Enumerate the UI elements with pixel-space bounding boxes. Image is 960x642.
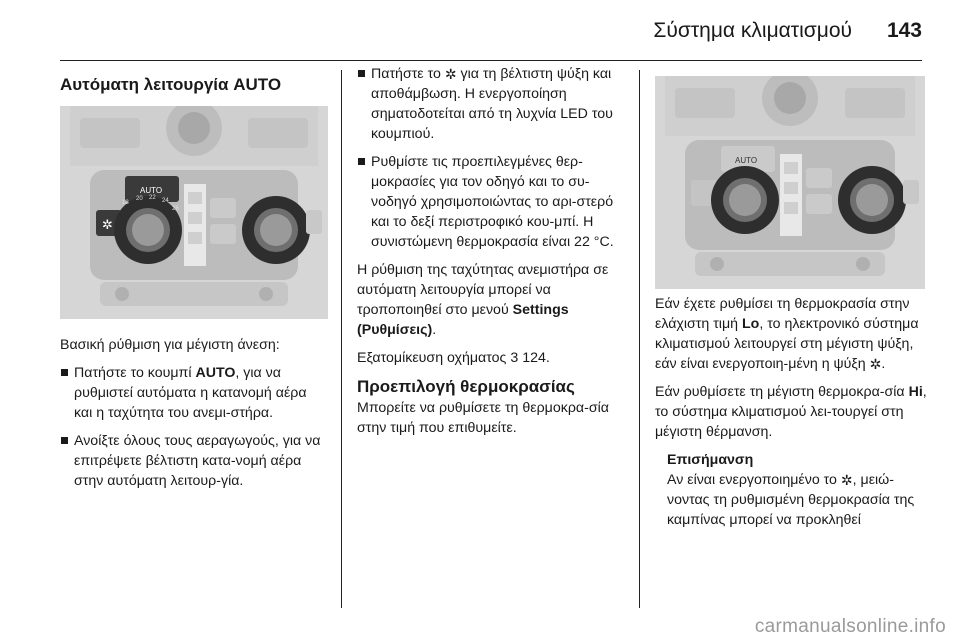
page-number: 143 (886, 19, 922, 42)
knob-scale-26: 26 (172, 206, 179, 212)
knob-scale-20: 20 (136, 196, 143, 202)
section-heading-auto: Αυτόματη λειτουργία AUTO (60, 75, 282, 94)
column-1 (60, 74, 328, 499)
watermark: carmanualsonline.info (754, 616, 946, 637)
knob-scale-18: 18 (122, 200, 129, 206)
knob-scale-22: 22 (149, 195, 156, 201)
bullet-auto-button: Πατήστε το κουμπί AUTO, για να ρυθμιστεί αυτόματα η κατανομή αέρα και η ταχύτητα του ανεμι-στήρα. (60, 363, 328, 423)
preset-temperature-text: Μπορείτε να ρυθμίσετε τη θερμοκρα-σία στην τιμή που επιθυμείτε. (357, 400, 609, 436)
note-title: Επισήμανση (667, 452, 754, 468)
column-divider-1 (341, 70, 342, 608)
column-divider-2 (639, 70, 640, 608)
column-2 (357, 64, 627, 446)
auto-label-photo-2: AUTO (735, 156, 758, 165)
climate-panel-illustration (60, 106, 328, 319)
column-3 (655, 294, 927, 530)
page-ref-icon: 3 (510, 350, 519, 366)
page-header (0, 0, 960, 62)
bullet-cooling-button: Πατήστε το ✲ για τη βέλτιστη ψύξη και αποθάμβωση. Η ενεργοποίηση σηματοδοτείται από τη λυχνία LED του κουμπιού. (357, 64, 627, 144)
climate-panel-photo-2 (655, 76, 925, 289)
snowflake-icon: ✲ (840, 472, 853, 488)
personalisation-reference: Εξατομίκευση οχήματος 3 124. (357, 350, 550, 366)
bullet-open-vents: Ανοίξτε όλους τους αεραγωγούς, για να επιτρέψετε βέλτιστη κατα-νομή αέρα στην αυτόματη λειτουρ-γία. (60, 431, 328, 491)
lo-label: Lo (741, 316, 760, 332)
lo-temperature-paragraph: Εάν έχετε ρυθμίσει τη θερμοκρασία στην ελάχιστη τιμή Lo, το ηλεκτρονικό σύστημα κλιματισμού λειτουργεί στη μέγιστη ψύξη, εάν είναι ενεργοποιη-μένη η ψύξη ✲. (655, 296, 919, 372)
knob-scale-24: 24 (162, 198, 169, 204)
hi-temperature-paragraph: Εάν ρυθμίσετε τη μέγιστη θερμοκρα-σία Hi, το σύστημα κλιματισμού λει-τουργεί στη μέγιστη θέρμανση. (655, 384, 927, 440)
snowflake-icon-photo: ✲ (102, 218, 113, 233)
page-title: Σύστημα κλιματισμού (653, 19, 852, 42)
settings-menu-label: Settings (Ρυθμίσεις) (357, 302, 569, 338)
fan-speed-paragraph: Η ρύθμιση της ταχύτητας ανεμιστήρα σε αυτόματη λειτουργία μπορεί να τροποποιηθεί στο μενού Settings (Ρυθμίσεις). (357, 262, 609, 338)
hi-label: Hi (908, 384, 923, 400)
auto-label: AUTO (195, 365, 236, 381)
header-rule (60, 60, 922, 61)
climate-panel-illustration-2 (655, 76, 925, 289)
climate-panel-photo-1 (60, 106, 328, 319)
auto-label-photo: AUTO (140, 186, 163, 195)
intro-text: Βασική ρύθμιση για μέγιστη άνεση: (60, 337, 280, 353)
section-heading-preset-temperature: Προεπιλογή θερμοκρασίας (357, 377, 575, 396)
snowflake-icon: ✲ (869, 356, 882, 372)
snowflake-icon: ✲ (444, 66, 457, 82)
note-block: Επισήμανση Αν είναι ενεργοποιημένο το ✲, μειώ-νοντας τη ρυθμισμένη θερμοκρασία της καμπίνας μπορεί να προκληθεί (655, 450, 927, 530)
bullet-set-temperatures: Ρυθμίστε τις προεπιλεγμένες θερ-μοκρασίες για τον οδηγό και το συ-νοδηγό χρησιμοποιώντας το αρι-στερό και το δεξί περιστροφικό κου-μπί. Η συνιστώμενη θερμοκρασία είναι 22 °C. (357, 152, 627, 252)
